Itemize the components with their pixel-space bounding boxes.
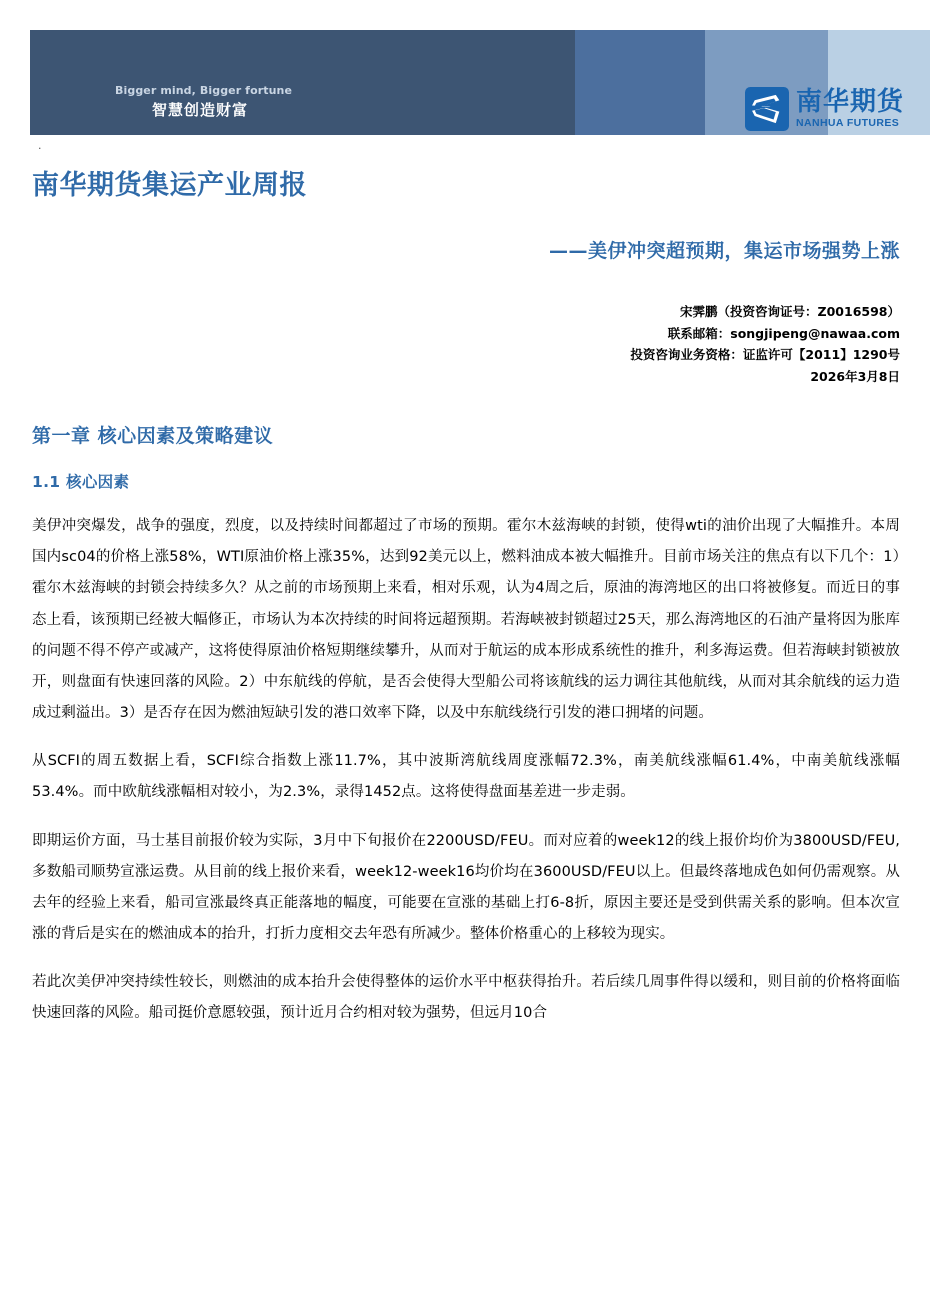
author-name-and-license: 宋霁鹏（投资咨询证号：Z0016598）: [680, 304, 900, 320]
body-paragraph: 即期运价方面，马士基目前报价较为实际，3月中下旬报价在2200USD/FEU。而对应着的week12的线上报价均价为3800USD/FEU,多数船司顺势宣涨运费。从目前的线上报价来看，week12-week16均价均在3600USD/FEU以上。但最终落地成色如何仍需观察。从去年的经验上来看，船司宣涨最终真正能落地的幅度，可能要在宣涨的基础上打6-8折，原因主要还是受到供需关系的影响。但本次宣涨的背后是实在的燃油成本的抬升，打折力度相交去年恐有所减少。整体价格重心的上移较为现实。: [32, 832, 900, 943]
page-subtitle: ——美伊冲突超预期，集运市场强势上涨: [548, 240, 900, 263]
header-banner: [30, 30, 930, 135]
page-title: 南华期货集运产业周报: [32, 170, 307, 201]
chapter-heading: 第一章 核心因素及策略建议: [32, 425, 274, 448]
tagline-chinese: 智慧创造财富: [151, 100, 248, 119]
body-paragraph: 若此次美伊冲突持续性较长，则燃油的成本抬升会使得整体的运价水平中枢获得抬升。若后续几周事件得以缓和，则目前的价格将面临快速回落的风险。船司挺价意愿较强，预计近月合约相对较为强势，但远月10合: [32, 974, 900, 1022]
body-paragraph: 美伊冲突爆发，战争的强度，烈度，以及持续时间都超过了市场的预期。霍尔木兹海峡的封锁，使得wti的油价出现了大幅推升。本周国内sc04的价格上涨58%，WTI原油价格上涨35%，达到92美元以上，燃料油成本被大幅推升。目前市场关注的焦点有以下几个：1）霍尔木兹海峡的封锁会持续多久？从之前的市场预期上来看，相对乐观，认为4周之后，原油的海湾地区的出口将被修复。而近日的事态上看，该预期已经被大幅修正，市场认为本次持续的时间将远超预期。若海峡被封锁超过25天，那么海湾地区的石油产量将因为胀库的问题不得不停产或减产，这将使得原油价格短期继续攀升，从而对于航运的成本形成系统性的推升，利多海运费。但若海峡封锁被放开，则盘面有快速回落的风险。2）中东航线的停航，是否会使得大型船公司将该航线的运力调往其他航线，从而对其余航线的运力造成过剩溢出。3）是否存在因为燃油短缺引发的港口效率下降，以及中东航线绕行引发的港口拥堵的问题。: [32, 518, 900, 722]
logo-wordmark: [796, 89, 904, 129]
section-heading: 1.1 核心因素: [32, 473, 130, 492]
header-band-2: [575, 30, 705, 135]
body-paragraph: 从SCFI的周五数据上看，SCFI综合指数上涨11.7%，其中波斯湾航线周度涨幅72.3%，南美航线涨幅61.4%，中南美航线涨幅53.4%。而中欧航线涨幅相对较小，为2.3%，录得1452点。这将使得盘面基差进一步走弱。: [32, 753, 900, 801]
logo-chinese-name: 南华期货: [796, 87, 905, 118]
advisory-qualification: 投资咨询业务资格：证监许可【2011】1290号: [630, 347, 900, 363]
author-email: 联系邮箱：songjipeng@nawaa.com: [667, 325, 900, 341]
report-date: 2026年3月8日: [810, 368, 900, 384]
header-band-1: [30, 30, 575, 135]
logo-english-name: NANHUA FUTURES: [796, 117, 900, 130]
document-body: [32, 168, 900, 1030]
tagline-english: Bigger mind, Bigger fortune: [115, 84, 293, 97]
author-info-block: [32, 301, 900, 387]
company-tagline: [115, 84, 293, 120]
nanhua-logo-icon: [745, 87, 789, 131]
stray-dot-artifact: .: [38, 139, 42, 152]
company-logo: [745, 87, 904, 131]
